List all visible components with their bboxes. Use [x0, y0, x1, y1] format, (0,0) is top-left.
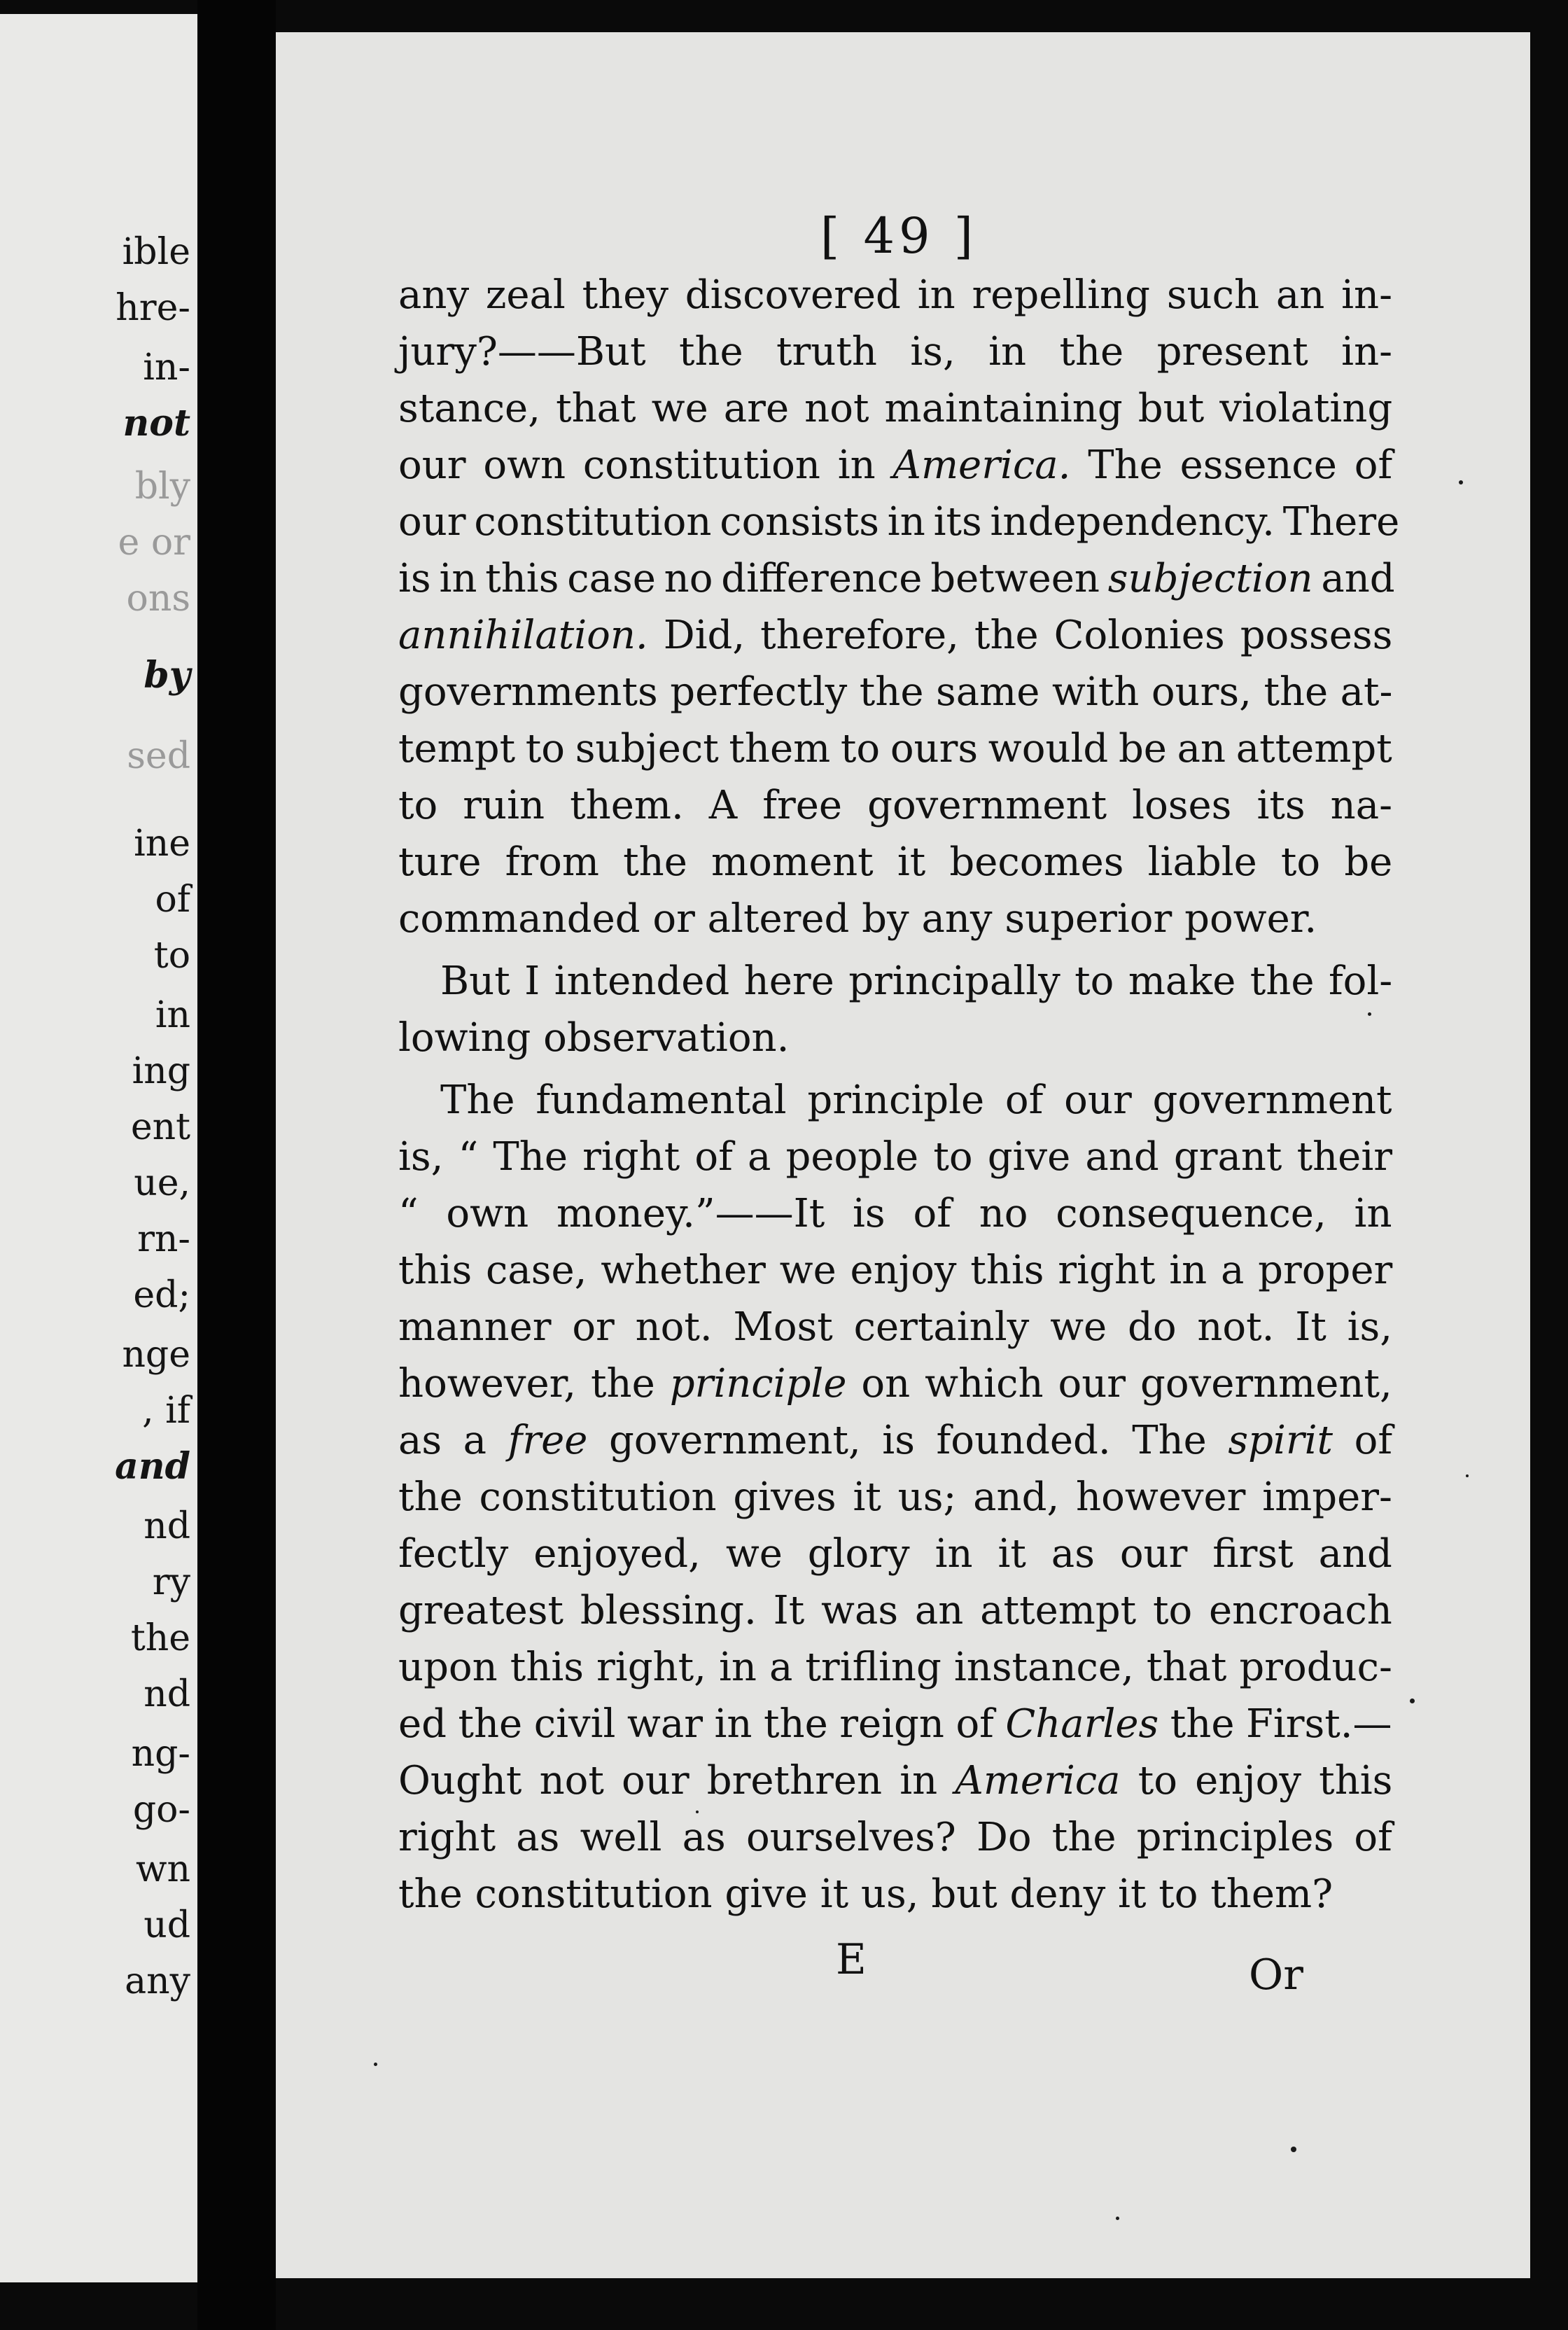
- ink-speck: [1291, 2147, 1296, 2152]
- facing-page-line: of: [155, 879, 190, 921]
- facing-page-line: ud: [144, 1904, 190, 1946]
- text-line: jury?——But the truth is, in the present in-: [398, 329, 1393, 375]
- facing-page-line: ible: [122, 231, 190, 273]
- facing-page-line: ons: [126, 578, 190, 620]
- book-gutter: [197, 0, 276, 2330]
- facing-page-line: e or: [118, 522, 190, 564]
- text-line: stance, that we are not maintaining but violating: [398, 386, 1393, 431]
- text-line: tempt to subject them to ours would be an attempt: [398, 726, 1392, 772]
- facing-page-line: in-: [143, 347, 190, 389]
- facing-page-line: ue,: [134, 1162, 190, 1204]
- ink-speck: [1466, 1474, 1469, 1477]
- facing-page-line: ing: [132, 1050, 190, 1092]
- text-line: ed the civil war in the reign of Charles the First.—: [398, 1701, 1392, 1747]
- text-line: this case, whether we enjoy this right in a proper: [398, 1248, 1393, 1293]
- text-line: is in this case no difference between subjection and: [398, 556, 1395, 601]
- text-line: any zeal they discovered in repelling such an in-: [398, 272, 1392, 318]
- facing-page-line: nd: [144, 1673, 190, 1715]
- ink-speck: [696, 1811, 699, 1813]
- facing-page-line: in: [155, 994, 190, 1036]
- page-number: [ 49 ]: [820, 207, 978, 265]
- facing-page-line: to: [153, 935, 190, 977]
- text-line: commanded or altered by any superior power.: [398, 896, 1317, 942]
- facing-page-line: the: [130, 1617, 190, 1659]
- facing-page-fragment: [0, 14, 197, 2282]
- facing-page-line: nd: [144, 1505, 190, 1547]
- facing-page-line: and: [115, 1445, 190, 1488]
- facing-page-line: ed;: [133, 1274, 190, 1316]
- signature-mark: E: [836, 1935, 867, 1984]
- facing-page-line: wn: [136, 1848, 190, 1890]
- text-line: as a free government, is founded. The spirit of: [398, 1418, 1393, 1463]
- catchword: Or: [1249, 1951, 1303, 2000]
- facing-page-line: ry: [152, 1561, 190, 1603]
- ink-speck: [374, 2063, 377, 2066]
- text-line: our constitution consists in its independency. There: [398, 499, 1400, 545]
- text-line: is, “ The right of a people to give and grant their: [398, 1134, 1392, 1180]
- text-line: upon this right, in a trifling instance, that produc-: [398, 1645, 1392, 1690]
- facing-page-line: ent: [130, 1106, 190, 1148]
- text-line: greatest blessing. It was an attempt to encroach: [398, 1588, 1392, 1633]
- text-line: The fundamental principle of our government: [440, 1077, 1392, 1123]
- ink-speck: [1116, 2217, 1119, 2220]
- facing-page-line: , if: [142, 1390, 190, 1432]
- text-line: right as well as ourselves? Do the principles of: [398, 1815, 1392, 1860]
- text-line: Ought not our brethren in America to enjoy this: [398, 1758, 1393, 1804]
- text-line: manner or not. Most certainly we do not. It is,: [398, 1304, 1393, 1350]
- facing-page-line: not: [122, 402, 190, 445]
- facing-page-line: sed: [127, 735, 190, 777]
- text-line: our own constitution in America. The essence of: [398, 442, 1393, 488]
- ink-speck: [1459, 480, 1463, 484]
- book-page: [276, 32, 1530, 2278]
- facing-page-line: ng-: [131, 1733, 190, 1775]
- text-line: ture from the moment it becomes liable to be: [398, 839, 1393, 885]
- text-line: fectly enjoyed, we glory in it as our first and: [398, 1531, 1392, 1577]
- facing-page-line: go-: [132, 1789, 190, 1831]
- facing-page-line: any: [125, 1960, 190, 2002]
- ink-speck: [1368, 1012, 1371, 1016]
- text-line: annihilation. Did, therefore, the Colonies possess: [398, 613, 1393, 658]
- text-line: “ own money.”——It is of no consequence, in: [398, 1191, 1392, 1236]
- text-line: the constitution give it us, but deny it to them?: [398, 1871, 1334, 1917]
- text-line: lowing observation.: [398, 1015, 790, 1061]
- facing-page-line: by: [144, 654, 190, 697]
- facing-page-line: hre-: [115, 287, 190, 329]
- text-line: however, the principle on which our government,: [398, 1361, 1392, 1407]
- facing-page-line: nge: [122, 1334, 190, 1376]
- text-line: to ruin them. A free government loses its na-: [398, 783, 1393, 828]
- text-line: governments perfectly the same with ours, the at-: [398, 669, 1393, 715]
- text-line: the constitution gives it us; and, however imper-: [398, 1474, 1392, 1520]
- facing-page-line: ine: [134, 823, 190, 865]
- facing-page-line: bly: [134, 466, 190, 508]
- text-line: But I intended here principally to make the fol-: [440, 958, 1393, 1004]
- ink-speck: [1410, 1698, 1415, 1703]
- facing-page-line: rn-: [137, 1218, 190, 1260]
